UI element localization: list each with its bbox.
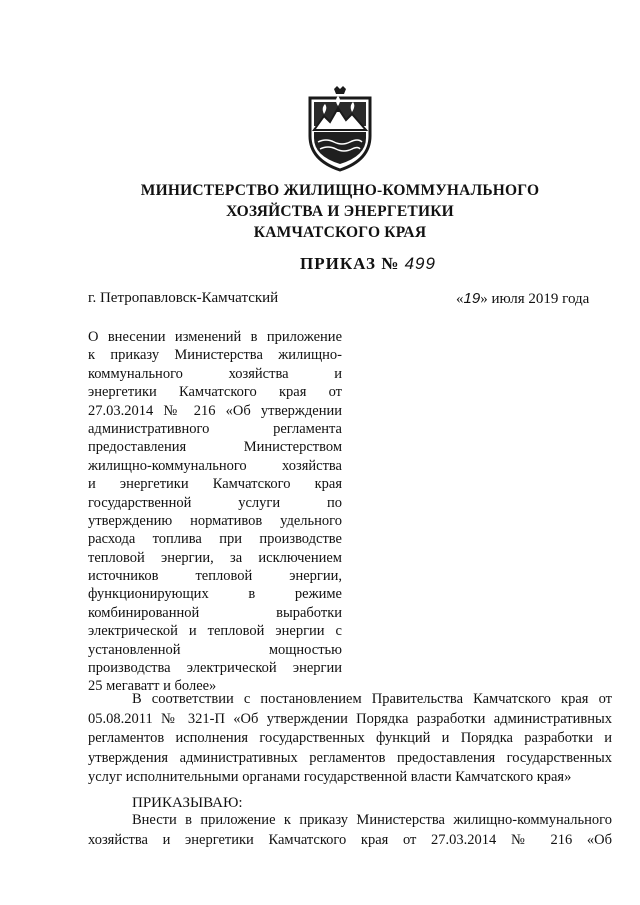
subject-line: к приказу Министерства жилищно- [88,347,342,364]
date-rest: » июля 2019 года [480,291,590,307]
order-number: 499 [404,254,436,273]
subject-line: комбинированной выработки [88,604,342,621]
order-label: ПРИКАЗ № [300,254,400,273]
date-day: 19 [463,290,481,307]
ministry-line: МИНИСТЕРСТВО ЖИЛИЩНО-КОММУНАЛЬНОГО [140,182,540,199]
order-word: ПРИКАЗЫВАЮ: [132,795,243,811]
subject-line: электрической и тепловой энергии с [88,623,342,640]
subject-line: тепловой энергии, за исключением [88,549,342,566]
ministry-line: ХОЗЯЙСТВА И ЭНЕРГЕТИКИ [226,203,454,220]
ministry-line: КАМЧАТСКОГО КРАЯ [253,224,427,241]
order-subject [88,328,342,696]
subject-line: жилищно-коммунального хозяйства [88,457,342,474]
subject-line: административного регламента [88,420,342,437]
subject-line: энергетики Камчатского края от [88,384,342,401]
order-date [456,290,589,308]
subject-line: коммунального хозяйства и [88,365,342,382]
preamble-line: 05.08.2011 № 321-П «Об утверждении Порядка разработки административных [88,710,612,727]
item-line: Внести в приложение к приказу Министерства жилищно-коммунального [132,812,612,828]
order-item-paragraph [88,811,612,850]
subject-line: 25 мегаватт и более» [88,678,217,695]
subject-line: расхода топлива при производстве [88,531,342,548]
subject-line: 27.03.2014 № 216 «Об утверждении [88,402,342,419]
preamble-line: регламентов исполнения государственных функций и Порядка разработки и [88,730,612,746]
subject-line: источников тепловой энергии, [88,568,342,585]
order-title [300,254,436,274]
ministry-name [120,180,560,243]
subject-line: установленной мощностью [88,641,342,658]
subject-line: и энергетики Камчатского края [88,476,342,493]
preamble-line: услуг исполнительными органами государственной власти Камчатского края» [88,769,572,785]
preamble-line: утверждения административных регламентов предоставления государственных [88,749,612,766]
date-open-quote: « [456,291,464,307]
place-of-issue: г. Петропавловск-Камчатский [88,290,279,306]
subject-line: предоставления Министерством [88,439,342,456]
item-line: хозяйства и энергетики Камчатского края от 27.03.2014 № 216 «Об [88,831,612,848]
subject-line: производства электрической энергии [88,660,342,677]
preamble-line: В соответствии с постановлением Правительства Камчатского края от [132,691,612,707]
subject-line: функционирующих в режиме [88,586,342,603]
preamble-paragraph [88,690,612,788]
subject-line: О внесении изменений в приложение [88,329,342,345]
kamchatka-coat-of-arms-icon [304,86,376,172]
subject-line: утверждению нормативов удельного [88,512,342,529]
subject-line: государственной услуги по [88,494,342,511]
